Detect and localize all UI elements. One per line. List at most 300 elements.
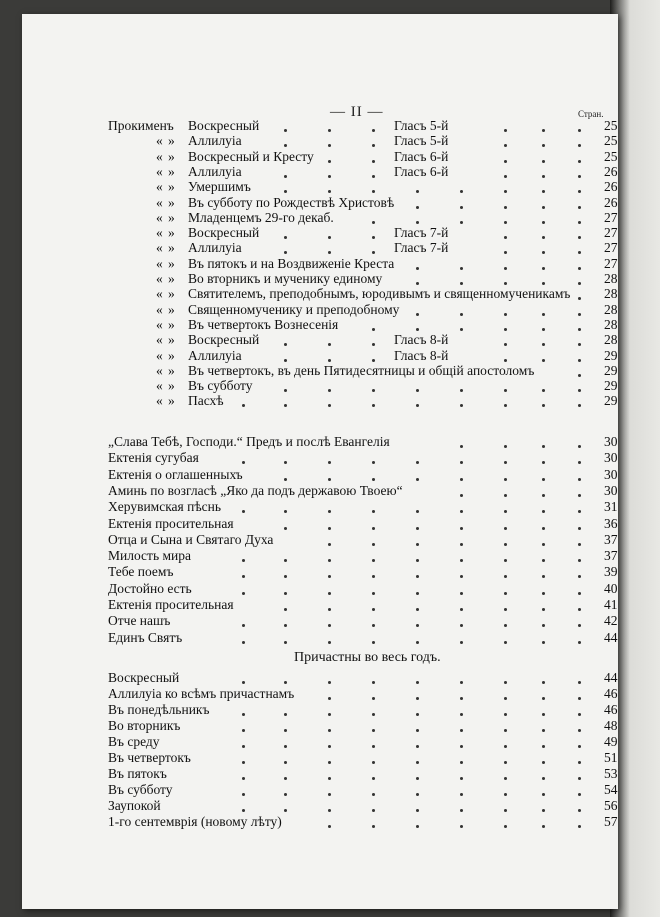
dot-leader: [416, 592, 419, 595]
dot-leader: [416, 641, 419, 644]
toc-title: Воскресный: [188, 118, 260, 133]
dot-leader: [372, 641, 375, 644]
dot-leader: [242, 809, 245, 812]
dot-leader: [504, 793, 507, 796]
page-ref: 30: [604, 450, 618, 466]
dot-leader: [416, 777, 419, 780]
dot-leader: [372, 328, 375, 331]
page-ref: 39: [604, 564, 618, 580]
dot-leader: [578, 359, 581, 362]
dot-leader: [372, 527, 375, 530]
dot-leader: [504, 313, 507, 316]
toc-row: [22, 363, 618, 379]
dot-leader: [372, 608, 375, 611]
dot-leader: [542, 206, 545, 209]
dot-leader: [542, 793, 545, 796]
page-ref: 27: [604, 255, 618, 271]
dot-leader: [416, 478, 419, 481]
page-ref: 28: [604, 316, 618, 332]
toc-row: [22, 516, 618, 532]
dot-leader: [460, 206, 463, 209]
dot-leader: [284, 592, 287, 595]
toc-row: [22, 332, 618, 348]
dot-leader: [372, 713, 375, 716]
dot-leader: [416, 543, 419, 546]
dot-leader: [460, 713, 463, 716]
tone-label: Гласъ 5-й: [394, 118, 449, 133]
toc-title: Аллилуіа ко всѣмъ причастнамъ: [108, 686, 295, 701]
toc-title: Аминь по возгласѣ „Яко да подъ державою Твоею“: [108, 482, 403, 498]
dot-leader: [578, 374, 581, 377]
page-column-label: Стран.: [578, 109, 604, 119]
page-number: — II —: [330, 104, 384, 120]
toc-title: Воскресный: [188, 332, 260, 348]
toc-row: [22, 302, 618, 318]
dot-leader: [242, 793, 245, 796]
page-ref: 44: [604, 629, 618, 645]
toc-row: [22, 718, 618, 734]
dot-leader: [504, 527, 507, 530]
dot-leader: [460, 793, 463, 796]
dot-leader: [578, 793, 581, 796]
ditto-mark-close: »: [168, 163, 175, 179]
toc-row: [22, 734, 618, 750]
dot-leader: [416, 809, 419, 812]
dot-leader: [542, 445, 545, 448]
dot-leader: [284, 359, 287, 362]
dot-leader: [328, 527, 331, 530]
dot-leader: [284, 809, 287, 812]
tone-label: Гласъ 6-й: [394, 163, 449, 179]
dot-leader: [284, 745, 287, 748]
dot-leader: [578, 713, 581, 716]
toc-title: „Слава Тебѣ, Господи.“ Предъ и послѣ Евангелія: [108, 434, 390, 449]
page-ref: 29: [604, 393, 618, 409]
dot-leader: [504, 478, 507, 481]
toc-title: Аллилуіа: [188, 133, 242, 149]
toc-row: [22, 434, 618, 450]
dot-leader: [542, 761, 545, 764]
dot-leader: [578, 809, 581, 812]
page-ref: 37: [604, 531, 618, 547]
dot-leader: [504, 129, 507, 132]
dot-leader: [416, 697, 419, 700]
dot-leader: [542, 359, 545, 362]
page-ref: 28: [604, 332, 618, 348]
dot-leader: [578, 313, 581, 316]
toc-title: Единъ Святъ: [108, 629, 183, 645]
section-title-prichastny: Причастны во весь годъ.: [294, 650, 441, 665]
ditto-mark-close: »: [168, 362, 175, 378]
ditto-mark-close: »: [168, 255, 175, 271]
dot-leader: [416, 313, 419, 316]
page-ref: 29: [604, 378, 618, 394]
dot-leader: [328, 175, 331, 178]
dot-leader: [284, 641, 287, 644]
dot-leader: [416, 745, 419, 748]
dot-leader: [504, 777, 507, 780]
ditto-mark-close: »: [168, 271, 175, 286]
dot-leader: [284, 175, 287, 178]
page-ref: 31: [604, 499, 618, 515]
page-ref: 54: [604, 782, 618, 797]
toc-title: Во вторникъ и мученику единому: [188, 271, 383, 286]
ditto-mark-open: «: [156, 179, 163, 195]
dot-leader: [542, 608, 545, 611]
dot-leader: [328, 543, 331, 546]
dot-leader: [416, 793, 419, 796]
toc-title: Воскресный: [188, 225, 260, 241]
ditto-mark-close: »: [168, 316, 175, 332]
dot-leader: [372, 221, 375, 224]
toc-row: [22, 195, 618, 211]
ditto-mark-open: «: [156, 271, 163, 286]
ditto-mark-open: «: [156, 209, 163, 225]
page-ref: 27: [604, 225, 618, 241]
page-ref: 36: [604, 515, 618, 531]
ditto-mark-open: «: [156, 393, 163, 409]
dot-leader: [460, 592, 463, 595]
toc-row: [22, 133, 618, 149]
dot-leader: [542, 592, 545, 595]
dot-leader: [460, 282, 463, 285]
dot-leader: [504, 160, 507, 163]
dot-leader: [242, 713, 245, 716]
dot-leader: [328, 729, 331, 732]
toc-title: Аллилуіа: [188, 240, 242, 256]
ditto-mark-open: «: [156, 286, 163, 302]
dot-leader: [372, 777, 375, 780]
ditto-mark-open: «: [156, 255, 163, 271]
page-ref: 26: [604, 163, 618, 179]
dot-leader: [372, 175, 375, 178]
dot-leader: [504, 175, 507, 178]
prokimen-label: Прокименъ: [108, 118, 174, 133]
toc-row: [22, 240, 618, 256]
dot-leader: [504, 641, 507, 644]
page-ref: 46: [604, 686, 618, 701]
dot-leader: [416, 267, 419, 270]
page-ref: 29: [604, 362, 618, 378]
tone-label: Гласъ 7-й: [394, 225, 449, 241]
page-ref: 56: [604, 798, 618, 813]
dot-leader: [284, 527, 287, 530]
toc-title: Въ субботу: [108, 782, 173, 797]
dot-leader: [460, 761, 463, 764]
toc-row: [22, 613, 618, 629]
toc-title: Милость мира: [108, 548, 191, 564]
toc-title: Ектенія сугубая: [108, 450, 199, 466]
page-ref: 44: [604, 670, 618, 685]
toc-row: [22, 483, 618, 499]
dot-leader: [460, 608, 463, 611]
ditto-mark-close: »: [168, 378, 175, 394]
dot-leader: [542, 494, 545, 497]
dot-leader: [372, 592, 375, 595]
toc-title: Аллилуіа: [188, 163, 242, 179]
dot-leader: [578, 825, 581, 828]
toc-title: Тебе поемъ: [108, 564, 174, 580]
page-ref: 30: [604, 466, 618, 482]
dot-leader: [328, 809, 331, 812]
ditto-mark-close: »: [168, 393, 175, 409]
dot-leader: [372, 129, 375, 132]
ditto-mark-open: «: [156, 332, 163, 348]
toc-title: Воскресный и Кресту: [188, 148, 314, 164]
dot-leader: [504, 282, 507, 285]
page-ref: 30: [604, 482, 618, 498]
ditto-mark-close: »: [168, 286, 175, 302]
dot-leader: [460, 267, 463, 270]
dot-leader: [504, 745, 507, 748]
dot-leader: [328, 641, 331, 644]
dot-leader: [460, 445, 463, 448]
dot-leader: [542, 175, 545, 178]
dot-leader: [242, 761, 245, 764]
toc-row: [22, 179, 618, 195]
toc-row: [22, 378, 618, 394]
dot-leader: [504, 825, 507, 828]
ditto-mark-open: «: [156, 225, 163, 241]
toc-row: [22, 798, 618, 814]
toc-title: Во вторникъ: [108, 718, 181, 733]
toc-row: [22, 630, 618, 646]
toc-title: Достойно есть: [108, 580, 192, 596]
dot-leader: [504, 809, 507, 812]
dot-leader: [284, 608, 287, 611]
dot-leader: [416, 713, 419, 716]
page-ref: 25: [604, 118, 618, 133]
dot-leader: [578, 129, 581, 132]
dot-leader: [460, 745, 463, 748]
toc-title: Ектенія просительная: [108, 597, 234, 612]
ditto-mark-open: «: [156, 347, 163, 363]
tone-label: Гласъ 6-й: [394, 148, 449, 164]
toc-title: Святителемъ, преподобнымъ, юродивымъ и священномученикамъ: [188, 286, 571, 302]
toc-title: Воскресный: [108, 670, 180, 685]
dot-leader: [416, 761, 419, 764]
dot-leader: [578, 697, 581, 700]
dot-leader: [578, 745, 581, 748]
dot-leader: [542, 478, 545, 481]
dot-leader: [284, 761, 287, 764]
toc-title: Въ субботу по Рождествѣ Христовѣ: [188, 194, 395, 210]
document-page: [22, 14, 618, 909]
dot-leader: [578, 175, 581, 178]
toc-row: [22, 118, 618, 134]
dot-leader: [460, 825, 463, 828]
dot-leader: [372, 681, 375, 684]
dot-leader: [578, 681, 581, 684]
toc-row: [22, 597, 618, 613]
dot-leader: [460, 527, 463, 530]
page-ref: 53: [604, 766, 618, 781]
dot-leader: [328, 608, 331, 611]
toc-row: [22, 225, 618, 241]
dot-leader: [416, 608, 419, 611]
dot-leader: [542, 160, 545, 163]
dot-leader: [542, 313, 545, 316]
page-ref: 46: [604, 702, 618, 717]
page-ref: 30: [604, 434, 618, 449]
dot-leader: [328, 761, 331, 764]
toc-row: [22, 532, 618, 548]
dot-leader: [578, 494, 581, 497]
toc-row: [22, 548, 618, 564]
dot-leader: [542, 729, 545, 732]
dot-leader: [542, 697, 545, 700]
dot-leader: [542, 221, 545, 224]
dot-leader: [284, 681, 287, 684]
dot-leader: [328, 359, 331, 362]
ditto-mark-close: »: [168, 332, 175, 348]
dot-leader: [242, 641, 245, 644]
dot-leader: [416, 282, 419, 285]
toc-title: Въ пятокъ: [108, 766, 167, 781]
page-ref: 25: [604, 133, 618, 149]
dot-leader: [372, 761, 375, 764]
dot-leader: [578, 445, 581, 448]
dot-leader: [416, 221, 419, 224]
toc-row: [22, 149, 618, 165]
page-ref: 29: [604, 347, 618, 363]
toc-row: [22, 750, 618, 766]
ditto-mark-close: »: [168, 148, 175, 164]
dot-leader: [504, 494, 507, 497]
dot-leader: [460, 641, 463, 644]
ditto-mark-open: «: [156, 362, 163, 378]
toc-title: Ектенія просительная: [108, 515, 234, 531]
dot-leader: [328, 777, 331, 780]
dot-leader: [328, 160, 331, 163]
ditto-mark-open: «: [156, 240, 163, 256]
toc-row: [22, 814, 618, 830]
dot-leader: [460, 729, 463, 732]
dot-leader: [578, 608, 581, 611]
dot-leader: [542, 328, 545, 331]
dot-leader: [460, 313, 463, 316]
toc-title: Въ среду: [108, 734, 160, 749]
dot-leader: [416, 825, 419, 828]
page-ref: 28: [604, 301, 618, 317]
dot-leader: [504, 697, 507, 700]
dot-leader: [578, 761, 581, 764]
toc-title: Въ пятокъ и на Воздвиженіе Креста: [188, 255, 395, 271]
page-ref: 26: [604, 179, 618, 195]
dot-leader: [372, 697, 375, 700]
page-ref: 41: [604, 597, 618, 612]
dot-leader: [372, 745, 375, 748]
toc-title: Аллилуіа: [188, 347, 242, 363]
dot-leader: [328, 713, 331, 716]
dot-leader: [542, 777, 545, 780]
dot-leader: [416, 527, 419, 530]
toc-row: [22, 467, 618, 483]
dot-leader: [504, 608, 507, 611]
toc-title: Отца и Сына и Святаго Духа: [108, 531, 274, 547]
dot-leader: [578, 328, 581, 331]
dot-leader: [372, 359, 375, 362]
toc-row: [22, 317, 618, 333]
dot-leader: [284, 478, 287, 481]
dot-leader: [578, 282, 581, 285]
dot-leader: [460, 697, 463, 700]
dot-leader: [328, 681, 331, 684]
dot-leader: [504, 221, 507, 224]
ditto-mark-open: «: [156, 316, 163, 332]
toc-row: [22, 256, 618, 272]
tone-label: Гласъ 5-й: [394, 133, 449, 149]
toc-row: [22, 164, 618, 180]
page-ref: 27: [604, 209, 618, 225]
ditto-mark-close: »: [168, 347, 175, 363]
dot-leader: [328, 745, 331, 748]
ditto-mark-open: «: [156, 194, 163, 210]
toc-row: [22, 686, 618, 702]
toc-title: Умершимъ: [188, 179, 251, 195]
dot-leader: [416, 328, 419, 331]
dot-leader: [504, 729, 507, 732]
ditto-mark-close: »: [168, 194, 175, 210]
toc-title: Въ четвертокъ: [108, 750, 191, 765]
dot-leader: [460, 809, 463, 812]
toc-title: Въ понедѣльникъ: [108, 702, 210, 717]
dot-leader: [578, 206, 581, 209]
dot-leader: [578, 592, 581, 595]
ditto-mark-close: »: [168, 301, 175, 317]
page-ref: 25: [604, 148, 618, 164]
dot-leader: [416, 729, 419, 732]
dot-leader: [542, 681, 545, 684]
dot-leader: [416, 206, 419, 209]
toc-row: [22, 271, 618, 287]
dot-leader: [460, 494, 463, 497]
dot-leader: [372, 825, 375, 828]
toc-title: Въ четвертокъ, въ день Пятидесятницы и общій апостоломъ: [188, 362, 535, 378]
toc-row: [22, 450, 618, 466]
page-ref: 57: [604, 814, 618, 829]
dot-leader: [372, 543, 375, 546]
dot-leader: [328, 592, 331, 595]
dot-leader: [542, 282, 545, 285]
dot-leader: [578, 221, 581, 224]
dot-leader: [372, 809, 375, 812]
dot-leader: [284, 729, 287, 732]
dot-leader: [416, 681, 419, 684]
dot-leader: [542, 267, 545, 270]
tone-label: Гласъ 7-й: [394, 240, 449, 256]
toc-row: [22, 286, 618, 302]
dot-leader: [578, 641, 581, 644]
dot-leader: [542, 809, 545, 812]
dot-leader: [242, 745, 245, 748]
dot-leader: [328, 129, 331, 132]
dot-leader: [504, 761, 507, 764]
dot-leader: [284, 713, 287, 716]
dot-leader: [578, 777, 581, 780]
dot-leader: [284, 793, 287, 796]
page-ref: 28: [604, 286, 618, 302]
ditto-mark-open: «: [156, 133, 163, 149]
dot-leader: [460, 681, 463, 684]
dot-leader: [284, 777, 287, 780]
page-ref: 27: [604, 240, 618, 256]
dot-leader: [460, 777, 463, 780]
dot-leader: [328, 478, 331, 481]
ditto-mark-close: »: [168, 240, 175, 256]
ditto-mark-open: «: [156, 163, 163, 179]
dot-leader: [460, 478, 463, 481]
